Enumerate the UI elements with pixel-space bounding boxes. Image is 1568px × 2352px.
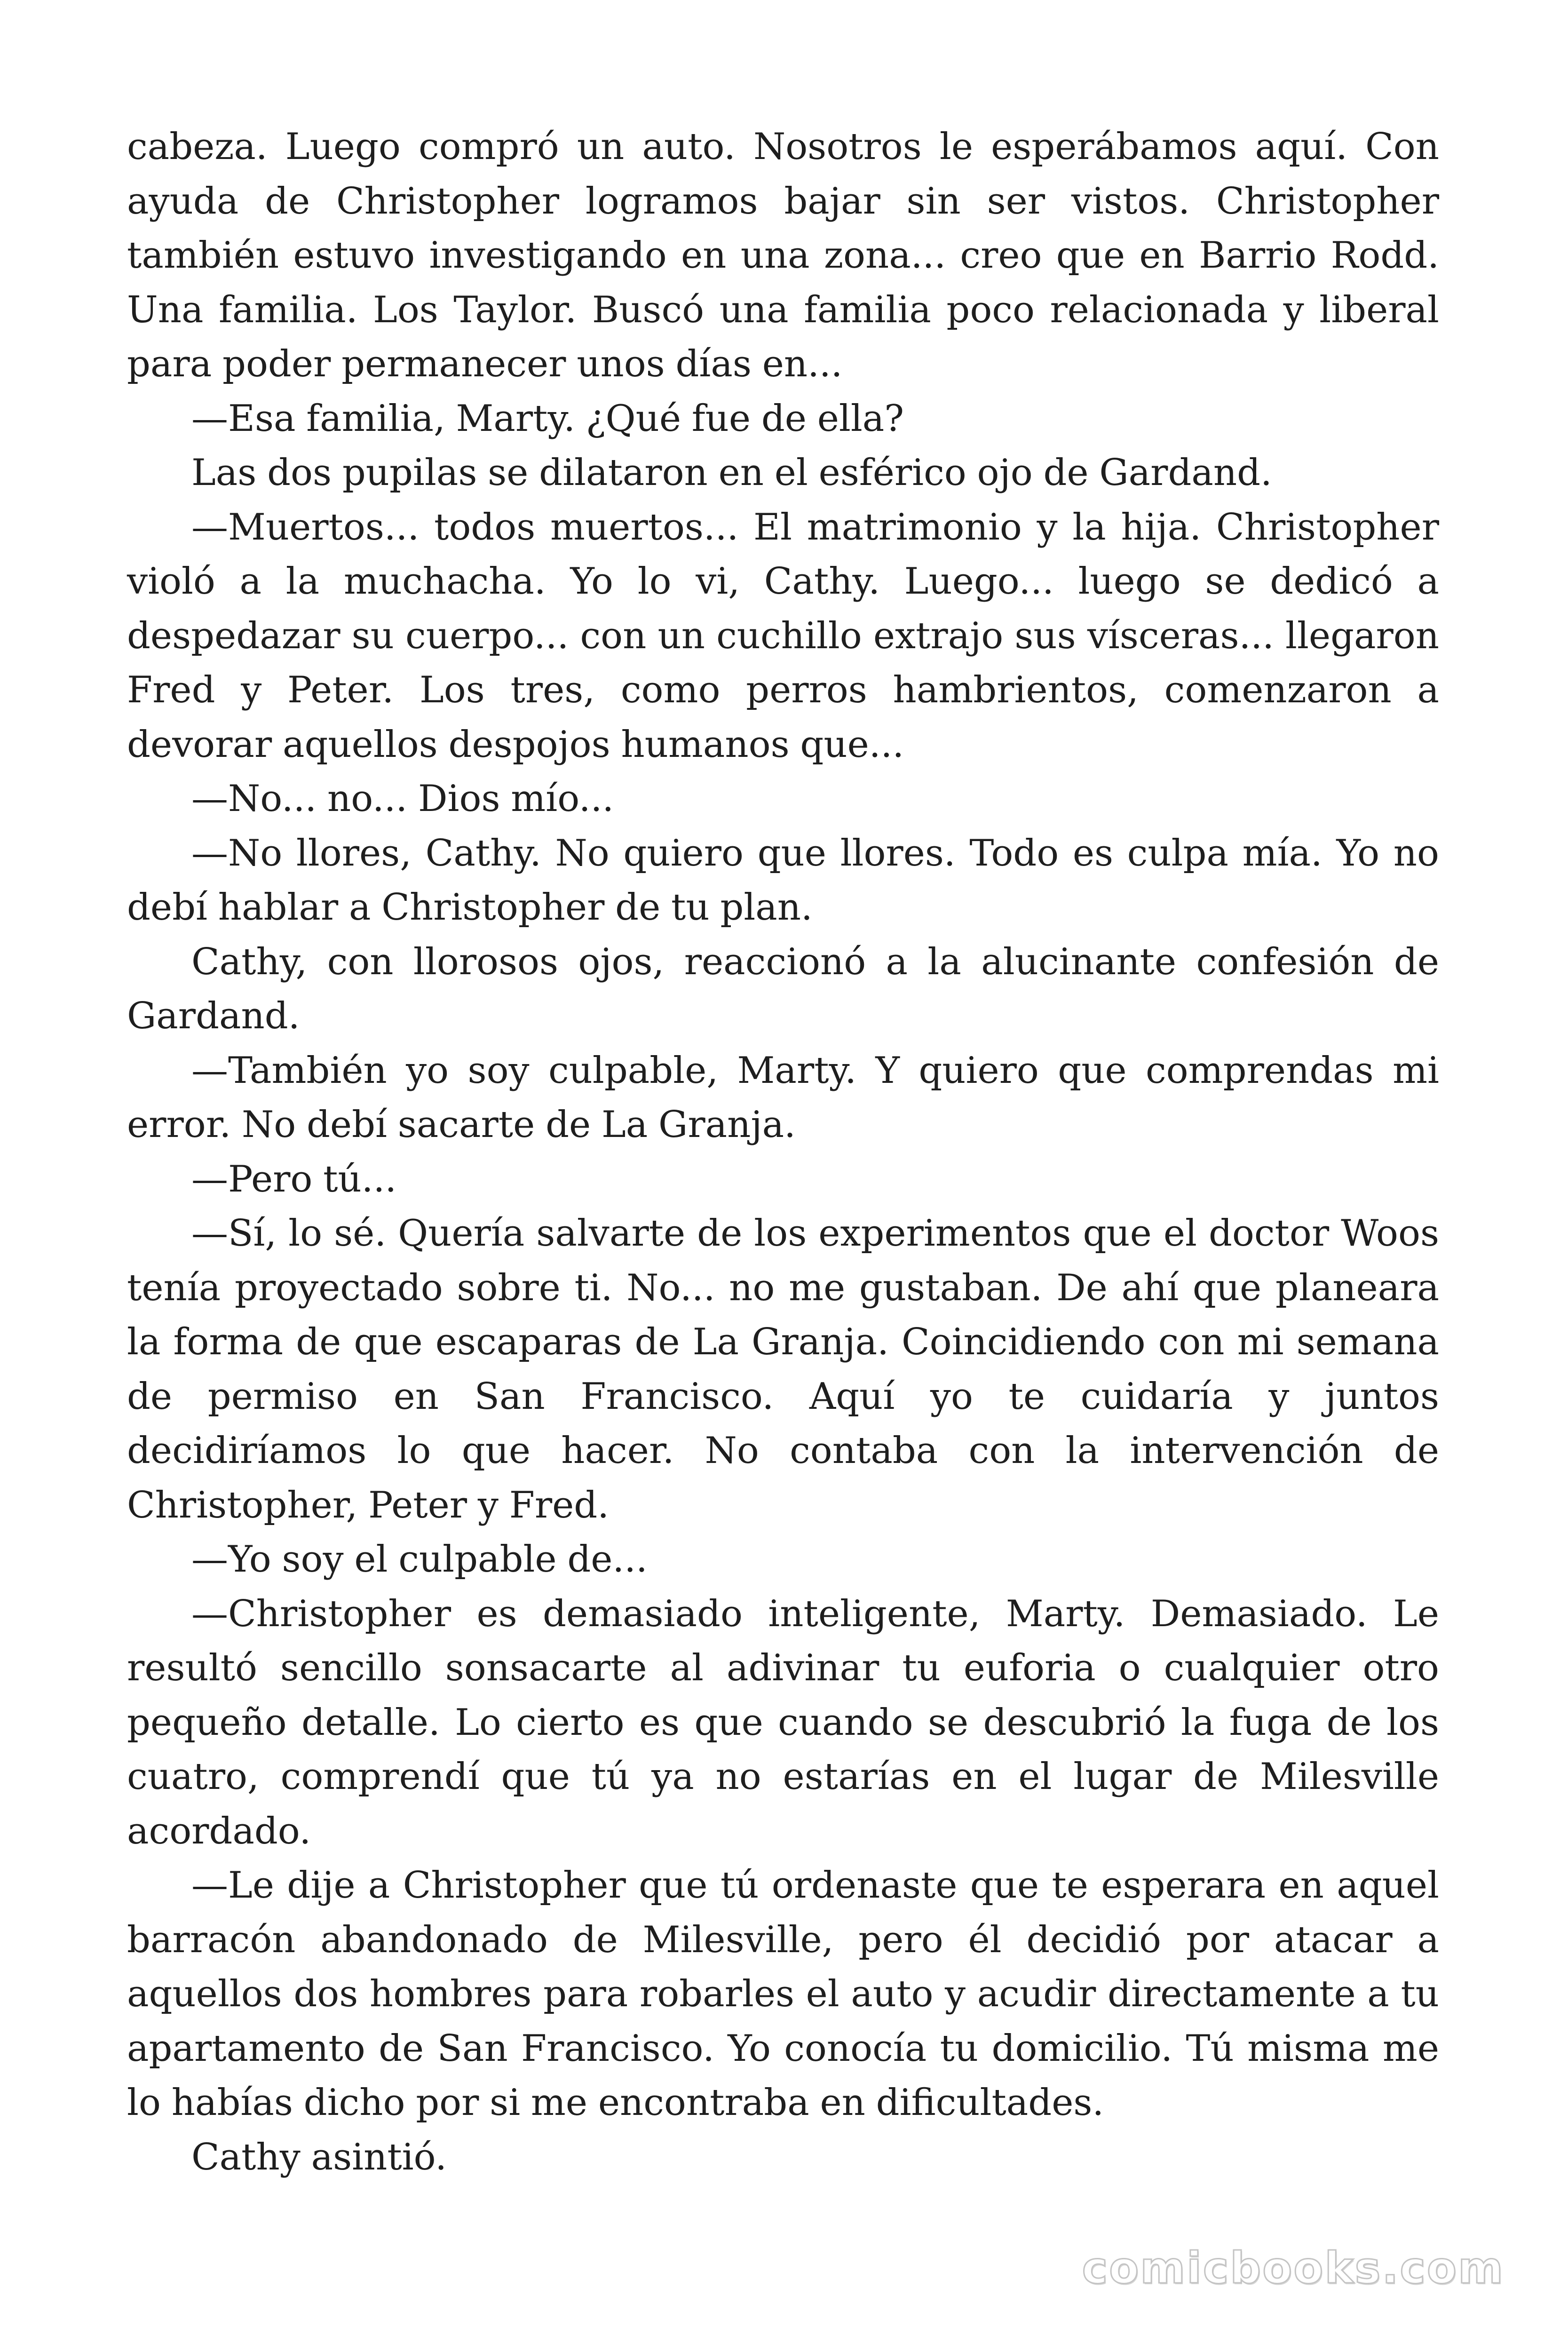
paragraph: —Le dije a Christopher que tú ordenaste que te esperara en aquel barracón abandonado de Milesville, pero él decidió por atacar a aquellos dos hombres para robarles el auto y acudir directamente a tu apartamento de San Francisco. Yo conocía tu domicilio. Tú misma me lo habías dicho por si me encontraba en dificultades. [127, 1864, 1439, 2124]
paragraph: —Christopher es demasiado inteligente, Marty. Demasiado. Le resultó sencillo sonsacarte al adivinar tu euforia o cualquier otro pequeño detalle. Lo cierto es que cuando se descubrió la fuga de los cuatro, comprendí que tú ya no estarías en el lugar de Milesville acordado. [127, 1592, 1439, 1852]
watermark: comicbooks.com [1082, 2243, 1505, 2293]
paragraph: —También yo soy culpable, Marty. Y quiero que comprendas mi error. No debí sacarte de La Granja. [127, 1049, 1439, 1146]
paragraph: —Yo soy el culpable de... [191, 1538, 648, 1581]
paragraph: —Muertos... todos muertos... El matrimonio y la hija. Christopher violó a la muchacha. Yo lo vi, Cathy. Luego... luego se dedicó a despedazar su cuerpo... con un cuchillo extrajo sus vísceras... llegaron Fred y Peter. Los tres, como perros hambrientos, comenzaron a devorar aquellos despojos humanos que... [127, 506, 1439, 766]
page-body [127, 120, 1439, 2185]
paragraph: —Esa familia, Marty. ¿Qué fue de ella? [191, 397, 904, 440]
paragraph: Cathy, con llorosos ojos, reaccionó a la alucinante confesión de Gardand. [127, 940, 1439, 1037]
paragraph: —No llores, Cathy. No quiero que llores. Todo es culpa mía. Yo no debí hablar a Christopher de tu plan. [127, 832, 1439, 929]
paragraph: Las dos pupilas se dilataron en el esférico ojo de Gardand. [191, 452, 1272, 494]
paragraph: cabeza. Luego compró un auto. Nosotros le esperábamos aquí. Con ayuda de Christopher logramos bajar sin ser vistos. Christopher también estuvo investigando en una zona... creo que en Barrio Rodd. Una familia. Los Taylor. Buscó una familia poco relacionada y liberal para poder permanecer unos días en... [127, 126, 1439, 385]
paragraph: —Pero tú... [191, 1158, 397, 1200]
paragraph: —No... no... Dios mío... [191, 778, 614, 820]
paragraph: —Sí, lo sé. Quería salvarte de los experimentos que el doctor Woos tenía proyectado sobre ti. No... no me gustaban. De ahí que planeara la forma de que escaparas de La Granja. Coincidiendo con mi semana de permiso en San Francisco. Aquí yo te cuidaría y juntos decidiríamos lo que hacer. No contaba con la intervención de Christopher, Peter y Fred. [127, 1212, 1439, 1526]
paragraph: Cathy asintió. [191, 2136, 447, 2178]
